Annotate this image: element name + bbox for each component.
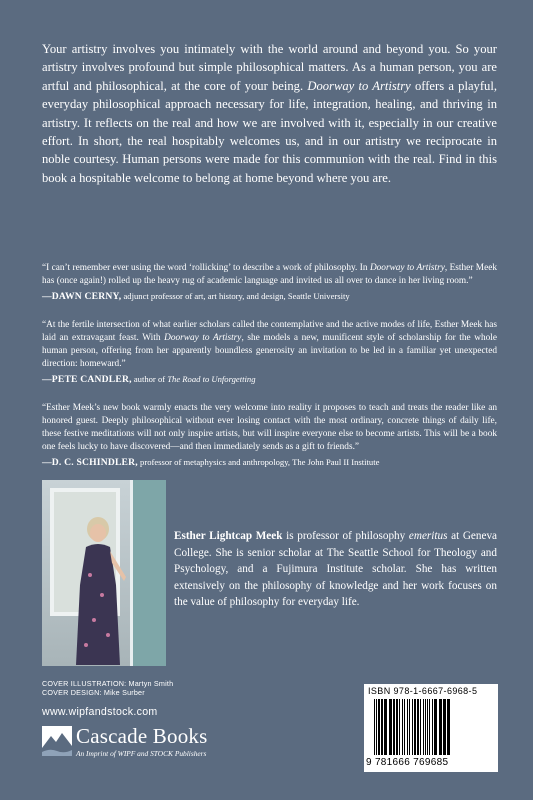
barcode-digits: 9 781666 769685 — [366, 757, 449, 768]
author-photo — [42, 480, 166, 666]
endorser-role: author of — [131, 373, 168, 384]
description-text-2: offers a playful, everyday philosophical approach necessary for life, integration, healing, and thriving in artistry. It reflects on the real and how we are involved with it, especially in our creative effort. In short, the real hospitably welcomes us, and in our artistry we reciprocate in noble courtesy. Human persons were made for this communion with the real. Find in this book a hospitable welcome to belong at home beyond where you are. — [42, 78, 497, 185]
cover-credits — [42, 679, 173, 697]
barcode-bar — [396, 699, 398, 755]
endorsement-text: “I can’t remember ever using the word ‘rollicking’ to describe a work of philosophy. In — [42, 263, 370, 273]
barcode-bar — [423, 699, 424, 755]
barcode-bar — [376, 699, 377, 755]
endorser-name: —D. C. SCHINDLER, — [42, 456, 138, 468]
endorsements — [42, 262, 497, 485]
endorsement-title: Doorway to Artistry — [164, 333, 242, 344]
barcode-bar — [412, 699, 413, 755]
barcode-bar — [429, 699, 430, 755]
back-cover-description — [42, 40, 497, 187]
author-name: Esther Lightcap Meek — [174, 530, 283, 542]
photo-door — [130, 480, 166, 666]
barcode-bar — [393, 699, 395, 755]
design-credit: COVER DESIGN: Mike Surber — [42, 688, 145, 697]
barcode-bar — [417, 699, 419, 755]
bio-text: is professor of philosophy — [282, 530, 409, 542]
publisher-name: Cascade Books — [76, 724, 208, 748]
endorsement-text: “Esther Meek’s new book warmly enacts the very welcome into reality it proposes to teach and treats the reader like an honored guest. Deeply philosophical without ever losing contact with the most ordinary, concrete things of daily life, these festive meditations will not only inspire artists, but will inspire everyone else to become artists. This will be a book one feels lucky to have discovered—and then immediately sends as a gift to friends.” — [42, 403, 497, 452]
endorser-book: The Road to Unforgetting — [167, 373, 256, 384]
barcode-bar — [409, 699, 410, 755]
author-bio — [174, 528, 497, 611]
endorsement-title: Doorway to Artistry — [369, 263, 445, 273]
isbn-barcode — [364, 684, 498, 772]
endorsement-text: , Esther Meek has (once again!) rolled up the heavy rug of academic language and invited us all over to dance in her living room.” — [42, 263, 497, 286]
publisher-imprint: An Imprint of WIPF and STOCK Publishers — [76, 749, 207, 758]
barcode-bar — [374, 699, 375, 755]
bio-italic: emeritus — [408, 530, 448, 542]
barcode-bar — [432, 699, 433, 755]
publisher-logo — [42, 724, 242, 766]
endorsement-candler — [42, 319, 497, 386]
isbn-label: ISBN 978-1-6667-6968-5 — [368, 686, 478, 696]
barcode-bar — [434, 699, 437, 755]
endorser-name: —DAWN CERNY, — [42, 290, 122, 302]
endorser-role: adjunct professor of art, art history, and design, Seattle University — [121, 290, 350, 301]
barcode-bar — [447, 699, 450, 755]
barcode-bar — [384, 699, 387, 755]
barcode-bar — [378, 699, 380, 755]
description-text-1: Your artistry involves you intimately with the world around and beyond you. So your artistry involves profound but simple philosophical matters. As a human person, you are artful and philosophical, at the core of your being. — [42, 42, 497, 93]
barcode-bar — [443, 699, 446, 755]
barcode-bar — [425, 699, 426, 755]
barcode-bar — [420, 699, 421, 755]
endorsement-text: , she models a new, munificent style of scholarship for the whole human person, offering from her apparently boundless generosity an invitation to be led in a familiar yet unexpected direction: homeward.” — [42, 333, 497, 369]
endorsement-attribution — [42, 373, 497, 387]
endorsement-schindler — [42, 402, 497, 469]
barcode-bar — [414, 699, 416, 755]
endorsement-text: “At the fertile intersection of what earlier scholars called the contemplative and the active modes of life, Esther Meek has laid an extravagant feast. With — [42, 320, 497, 344]
endorsement-cerny — [42, 262, 497, 303]
endorser-role: professor of metaphysics and anthropology, The John Paul II Institute — [137, 456, 380, 467]
illustration-credit: COVER ILLUSTRATION: Martyn Smith — [42, 679, 174, 688]
barcode-bar — [389, 699, 392, 755]
book-title-italic: Doorway to Artistry — [307, 78, 411, 93]
barcode-bar — [381, 699, 383, 755]
barcode-bar — [404, 699, 405, 755]
publisher-url: www.wipfandstock.com — [42, 706, 158, 718]
barcode-bar — [427, 699, 428, 755]
author-figure — [72, 515, 128, 666]
barcode-bar — [402, 699, 403, 755]
barcode-bar — [407, 699, 408, 755]
endorser-name: —PETE CANDLER, — [42, 373, 132, 385]
endorsement-attribution — [42, 456, 497, 470]
barcode-bar — [439, 699, 442, 755]
barcode-icon — [372, 699, 490, 757]
endorsement-attribution — [42, 290, 497, 304]
cascade-mountain-icon — [42, 726, 72, 756]
barcode-bar — [399, 699, 400, 755]
bio-text: at Geneva College. She is senior scholar at The Seattle School for Theology and Psychology, and a Fujimura Institute scholar. She has written extensively on the philosophy of knowledge and her work focuses on the value of philosophy for everyday life. — [174, 530, 498, 609]
